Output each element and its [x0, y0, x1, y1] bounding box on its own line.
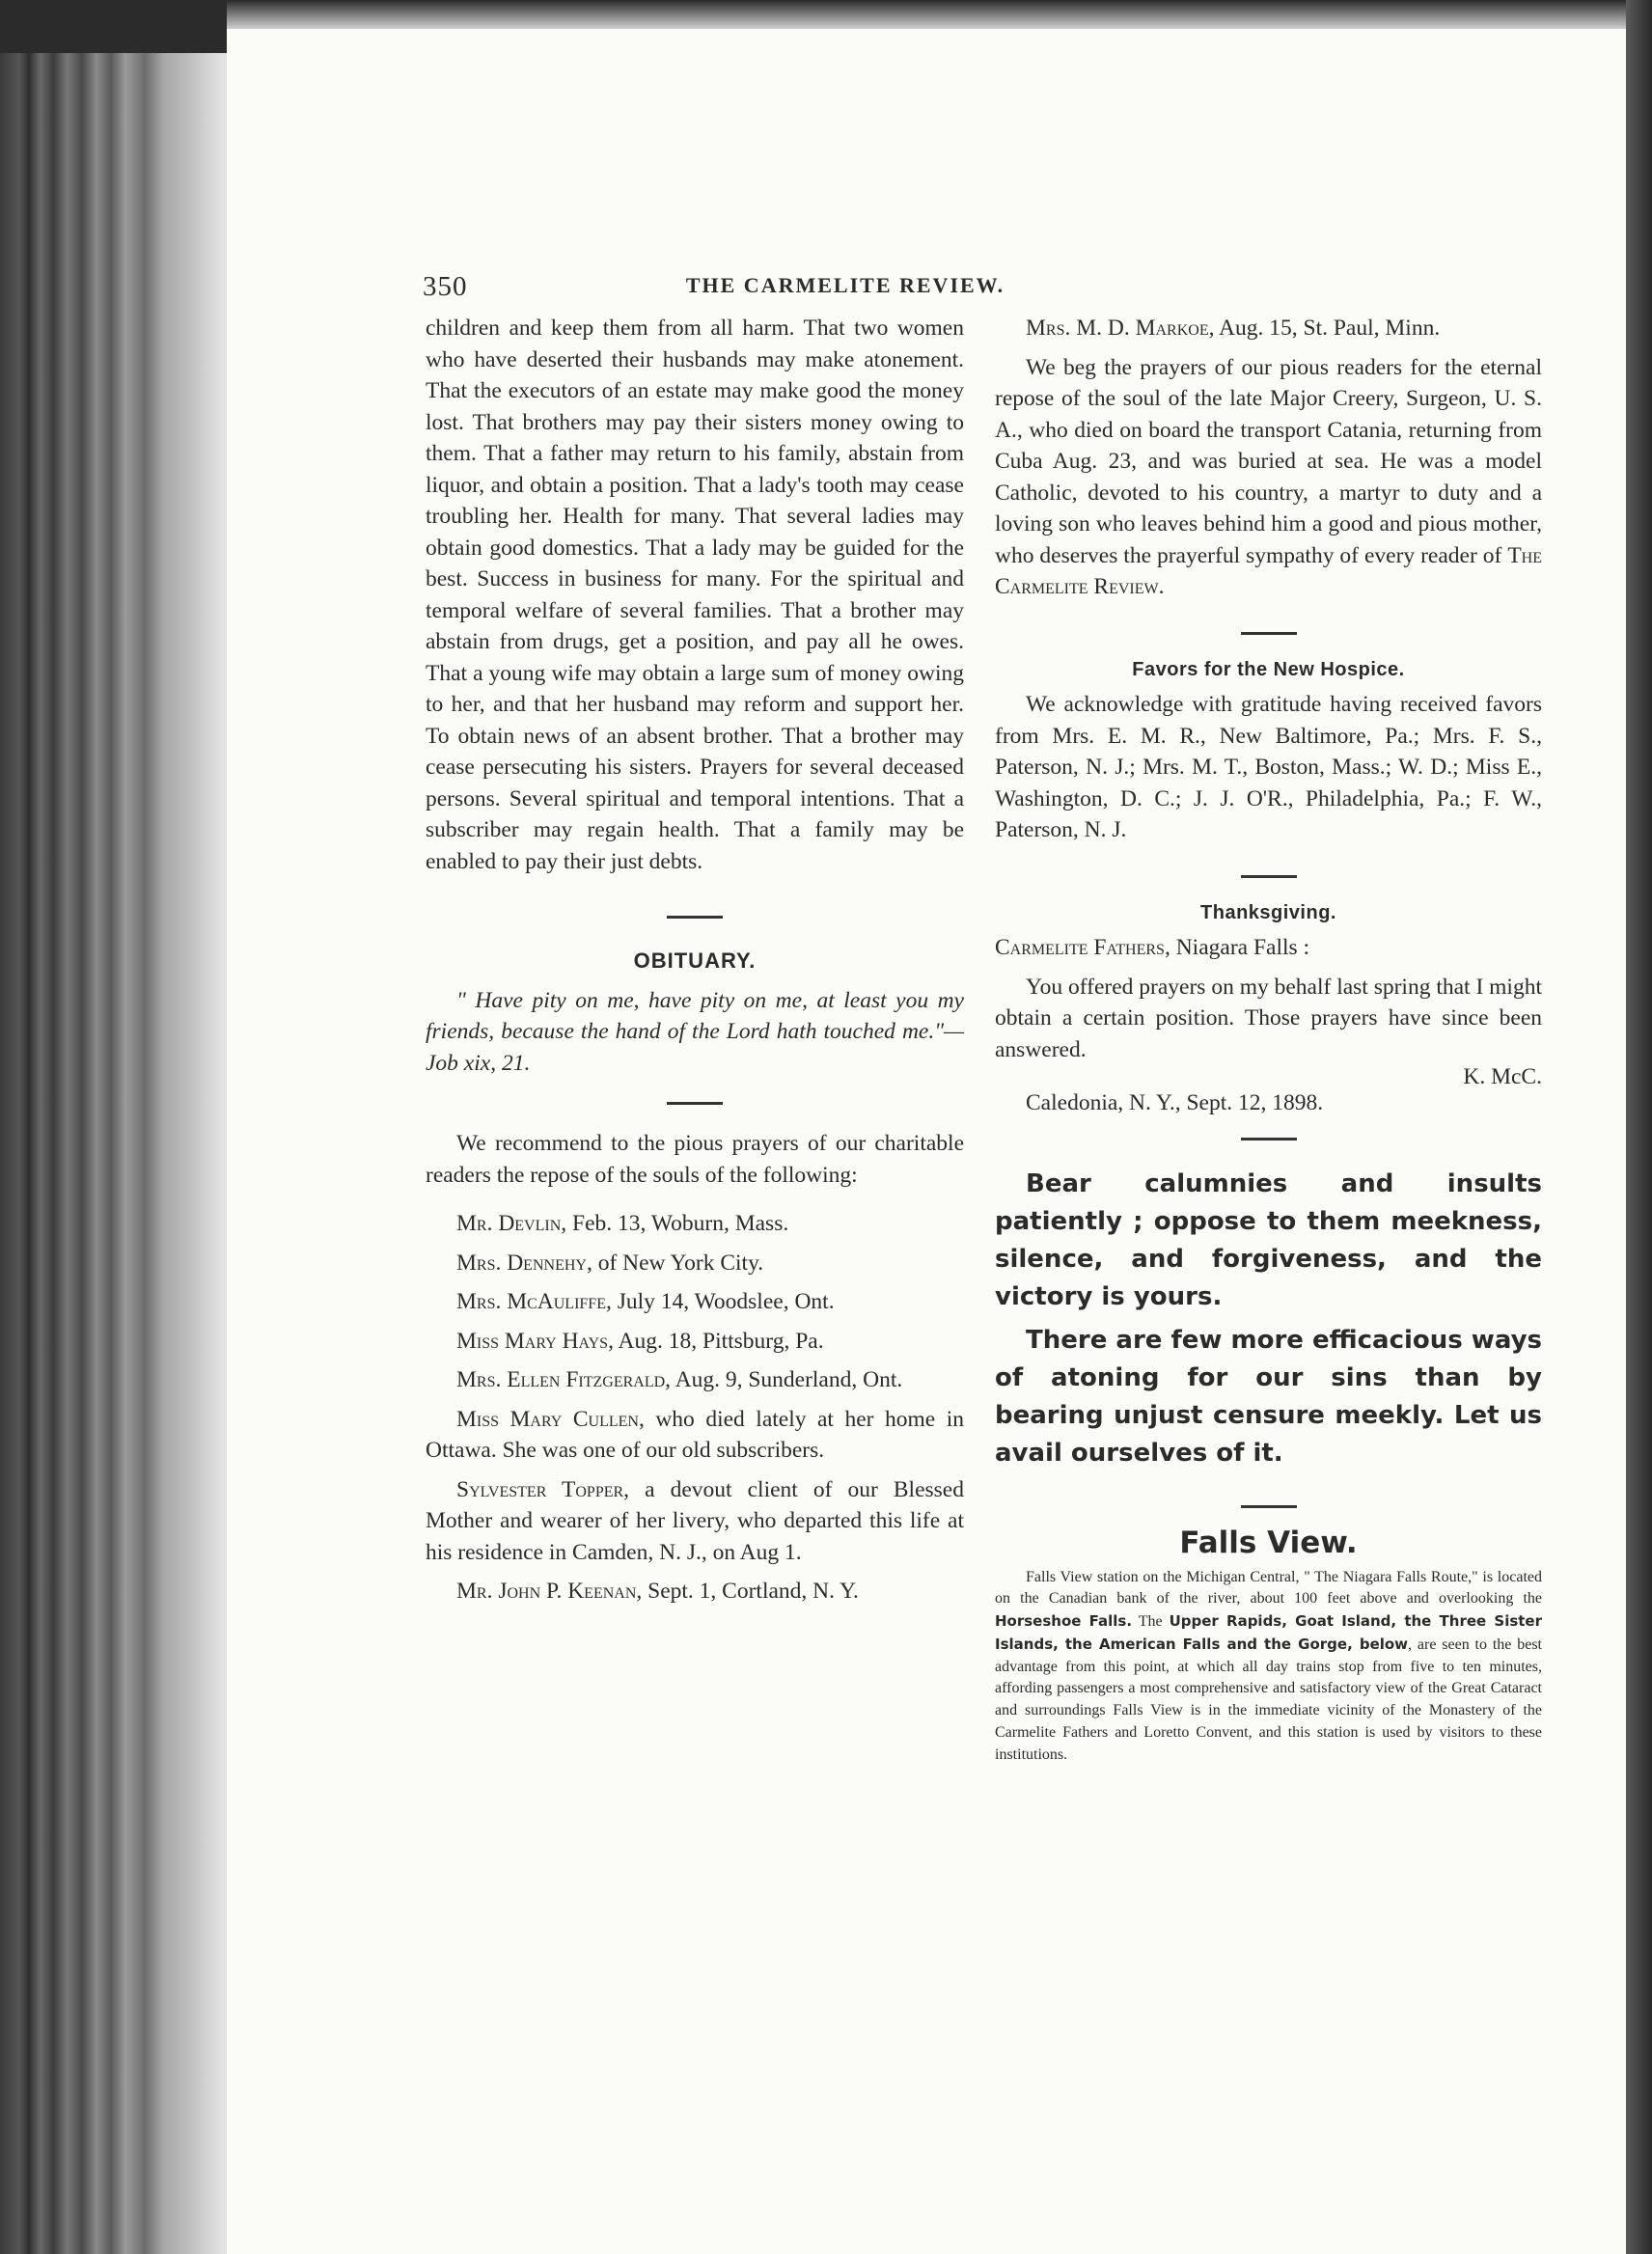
- deceased-details: , who died lately at her home in Ottawa. She was one of our old subscribers.: [426, 1406, 964, 1463]
- deceased-name: Mrs. M. D. Markoe: [1026, 316, 1209, 341]
- page-top-shadow: [227, 0, 1626, 29]
- binding-shadow: [0, 0, 241, 53]
- deceased-entry: [426, 1404, 964, 1467]
- deceased-name: Mrs. Dennehy: [456, 1250, 587, 1276]
- deceased-entry: [426, 1248, 964, 1279]
- addressee-place: , Niagara Falls :: [1164, 935, 1310, 960]
- thanksgiving-addressee: [995, 932, 1542, 964]
- falls-text-a: Falls View station on the Michigan Central, " The Niagara Falls Route," is located on the Canadian bank of the river, about 100 feet above and overlooking the: [995, 1568, 1542, 1608]
- deceased-entry: [426, 1474, 964, 1569]
- obituary-heading: OBITUARY.: [633, 948, 757, 973]
- deceased-details: , Aug. 15, St. Paul, Minn.: [1208, 316, 1441, 341]
- deceased-name: Miss Mary Hays: [456, 1328, 609, 1354]
- deceased-entry: [426, 1364, 964, 1396]
- deceased-details: , Aug. 18, Pittsburg, Pa.: [608, 1328, 824, 1354]
- deceased-details: , Sept. 1, Cortland, N. Y.: [636, 1579, 859, 1604]
- falls-highlight-sights: Upper Rapids, Goat Island, the Three Sister Islands, the American Falls and the Gorge, below: [995, 1612, 1542, 1653]
- thanksgiving-dateline: Caledonia, N. Y., Sept. 12, 1898.: [1026, 1089, 1324, 1115]
- maxim-censure: There are few more efficacious ways of atoning for our sins than by bearing unjust censure meekly. Let us avail ourselves of it.: [995, 1326, 1542, 1468]
- deceased-entry: [426, 1326, 964, 1358]
- favors-heading: Favors for the New Hospice.: [1132, 658, 1405, 680]
- thanksgiving-body: You offered prayers on my behalf last spring that I might obtain a certain position. Those prayers have since been answered.: [995, 974, 1542, 1062]
- falls-text-d: , are seen to the best advantage from this point, at which all day trains stop from five to ten minutes, affording passengers a most comprehensive and satisfactory view of the Great Cataract and surroundings Falls View is in the immediate vicinity of the Monastery of the Carmelite Fathers and Loretto Convent, and this station is used by visitors to these institutions.: [995, 1636, 1542, 1763]
- deceased-details: , of New York City.: [586, 1250, 764, 1276]
- deceased-details: , a devout client of our Blessed Mother and wearer of her livery, who departed this life at his residence in Camden, N. J., on Aug 1.: [426, 1476, 964, 1565]
- deceased-details: , Feb. 13, Woburn, Mass.: [561, 1211, 789, 1236]
- addressee-name: Carmelite Fathers: [995, 935, 1165, 960]
- deceased-details: , Aug. 9, Sunderland, Ont.: [665, 1367, 903, 1392]
- deceased-details: , July 14, Woodslee, Ont.: [605, 1289, 835, 1314]
- intentions-paragraph: children and keep them from all harm. That two women who have deserted their husbands may make atonement. That the executors of an estate may make good the money lost. That brothers may pay their sisters money owing to them. That a father may return to his family, abstain from liquor, and obtain a position. That a lady's tooth may cease troubling her. Health for many. That several ladies may obtain good domestics. That a lady may be guided for the best. Success in business for many. For the spiritual and temporal welfare of several families. That a brother may abstain from drugs, get a position, and pay all he owes. That a young wife may obtain a large sum of money owing to her, and that her husband may reform and support her. To obtain news of an absent brother. That a brother may cease persecuting his sisters. Prayers for several deceased persons. Several spiritual and temporal intentions. That a subscriber may regain health. That a family may be enabled to pay their just debts.: [426, 316, 964, 874]
- deceased-name: Mrs. Ellen Fitzgerald: [456, 1367, 666, 1392]
- falls-view-heading: Falls View.: [1179, 1526, 1358, 1560]
- favors-paragraph: We acknowledge with gratitude having received favors from Mrs. E. M. R., New Baltimore, Pa.; Mrs. F. S., Paterson, N. J.; Mrs. M. T., Boston, Mass.; W. D.; Miss E., Washington, D. C.; J. J. O'R., Philadelphia, Pa.; F. W., Paterson, N. J.: [995, 692, 1542, 842]
- recommend-paragraph: We recommend to the pious prayers of our charitable readers the repose of the souls of the following:: [426, 1131, 964, 1188]
- thanksgiving-signature: K. McC.: [1463, 1064, 1542, 1089]
- deceased-name: Sylvester Topper: [456, 1476, 624, 1502]
- left-column: [426, 313, 964, 1608]
- page-number: 350: [423, 271, 468, 302]
- thanksgiving-heading: Thanksgiving.: [1200, 901, 1336, 923]
- maxim-calumnies: Bear calumnies and insults patiently ; oppose to them meekness, silence, and forgiveness, and the victory is yours.: [995, 1169, 1542, 1311]
- magazine-name: The Carmelite Review.: [995, 542, 1542, 599]
- deceased-entry: [426, 1286, 964, 1318]
- book-binding: [0, 0, 241, 2254]
- deceased-name: Mrs. McAuliffe: [456, 1289, 606, 1314]
- creery-text: We beg the prayers of our pious readers for the eternal repose of the soul of the late Major Creery, Surgeon, U. S. A., who died on board the transport Catania, returning from Cuba Aug. 23, and was buried at sea. He was a model Catholic, devoted to his country, a martyr to duty and a loving son who leaves behind him a good and pious mother, who deserves the prayerful sympathy of every reader of: [995, 354, 1542, 568]
- running-head: THE CARMELITE REVIEW.: [685, 273, 1005, 297]
- deceased-entry: [995, 313, 1542, 344]
- deceased-entry: [426, 1208, 964, 1240]
- deceased-entry: [426, 1576, 964, 1608]
- falls-text-c: The: [1132, 1613, 1170, 1631]
- deceased-name: Mr. Devlin: [456, 1211, 562, 1236]
- obituary-quote: " Have pity on me, have pity on me, at least you my friends, because the hand of the Lord hath touched me."—Job xix, 21.: [426, 987, 964, 1076]
- page-right-shadow: [1626, 0, 1652, 2254]
- right-column: [995, 313, 1542, 1767]
- creery-paragraph: [995, 352, 1542, 603]
- falls-view-paragraph: [995, 1567, 1542, 1767]
- deceased-name: Miss Mary Cullen: [456, 1406, 639, 1432]
- deceased-name: Mr. John P. Keenan: [456, 1579, 637, 1604]
- falls-highlight-horseshoe: Horseshoe Falls.: [995, 1612, 1133, 1631]
